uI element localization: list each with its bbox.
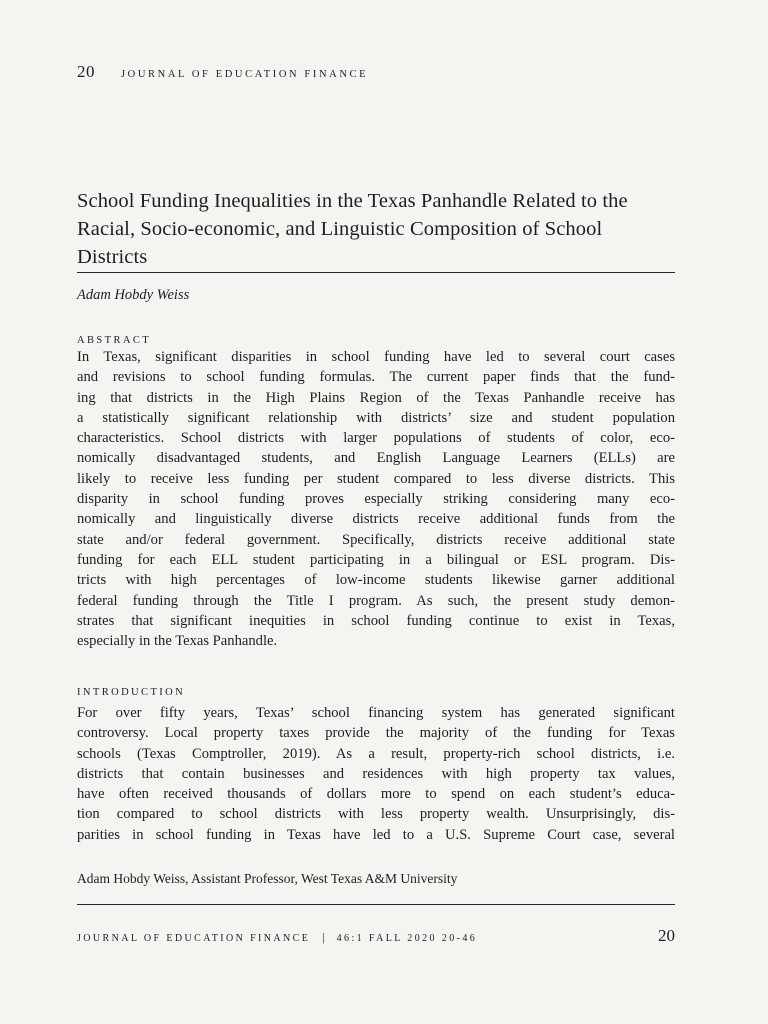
introduction-line: tion compared to school districts with less property wealth. Unsurprisingly, dis- <box>77 806 675 823</box>
abstract-line: strates that significant inequities in school funding continue to exist in Texas, <box>77 612 675 629</box>
abstract-line: tricts with high percentages of low-income students likewise garner additional <box>77 572 675 589</box>
footer-rule <box>77 904 675 905</box>
introduction-line: For over fifty years, Texas’ school financing system has generated significant <box>77 705 675 721</box>
footer-page-number: 20 <box>658 926 675 945</box>
abstract-line: especially in the Texas Panhandle. <box>77 633 278 650</box>
abstract-line: nomically disadvantaged students, and English Language Learners (ELLs) are <box>77 450 675 467</box>
introduction-line: have often received thousands of dollars more to spend on each student’s educa- <box>77 786 675 803</box>
abstract-line: characteristics. School districts with larger populations of students of color, eco- <box>77 430 675 447</box>
abstract-line: likely to receive less funding per student compared to less diverse districts. This <box>77 470 675 487</box>
footer-separator: | <box>322 930 325 944</box>
author-affiliation: Adam Hobdy Weiss, Assistant Professor, West Texas A&M University <box>77 871 458 886</box>
introduction-body <box>77 703 675 845</box>
article-author: Adam Hobdy Weiss <box>77 287 190 303</box>
abstract-line: and revisions to school funding formulas. The current paper finds that the fund- <box>77 369 675 386</box>
introduction-line: controversy. Local property taxes provide the majority of the funding for Texas <box>77 725 675 742</box>
abstract-body <box>77 347 675 651</box>
header-journal-name: JOURNAL OF EDUCATION FINANCE <box>121 69 369 80</box>
abstract-heading: ABSTRACT <box>77 335 152 346</box>
header-page-number: 20 <box>77 62 95 81</box>
abstract-line: In Texas, significant disparities in school funding have led to several court cases <box>77 349 675 365</box>
abstract-line: ing that districts in the High Plains Region of the Texas Panhandle receive has <box>77 389 675 406</box>
running-head <box>77 62 368 82</box>
footer-journal-name: JOURNAL OF EDUCATION FINANCE <box>77 933 311 944</box>
introduction-line: schools (Texas Comptroller, 2019). As a result, property-rich school districts, i.e. <box>77 745 675 762</box>
abstract-line: federal funding through the Title I program. As such, the present study demon- <box>77 592 675 609</box>
introduction-line: parities in school funding in Texas have led to a U.S. Supreme Court case, several <box>77 826 675 843</box>
introduction-line: districts that contain businesses and residences with high property tax values, <box>77 765 675 782</box>
footer-issue: 46:1 FALL 2020 20-46 <box>336 933 478 944</box>
article-title: School Funding Inequalities in the Texas Panhandle Related to the Racial, Socio-economic, and Linguistic Composition of School Districts <box>77 190 628 268</box>
introduction-heading: INTRODUCTION <box>77 687 186 698</box>
abstract-line: funding for each ELL student participating in a bilingual or ESL program. Dis- <box>77 551 675 568</box>
abstract-line: state and/or federal government. Specifically, districts receive additional state <box>77 531 675 548</box>
title-rule <box>77 272 675 273</box>
abstract-line: nomically and linguistically diverse districts receive additional funds from the <box>77 511 675 528</box>
abstract-line: disparity in school funding proves especially striking considering many eco- <box>77 491 675 508</box>
abstract-line: a statistically significant relationship with districts’ size and student population <box>77 409 675 426</box>
page-footer <box>77 926 675 946</box>
